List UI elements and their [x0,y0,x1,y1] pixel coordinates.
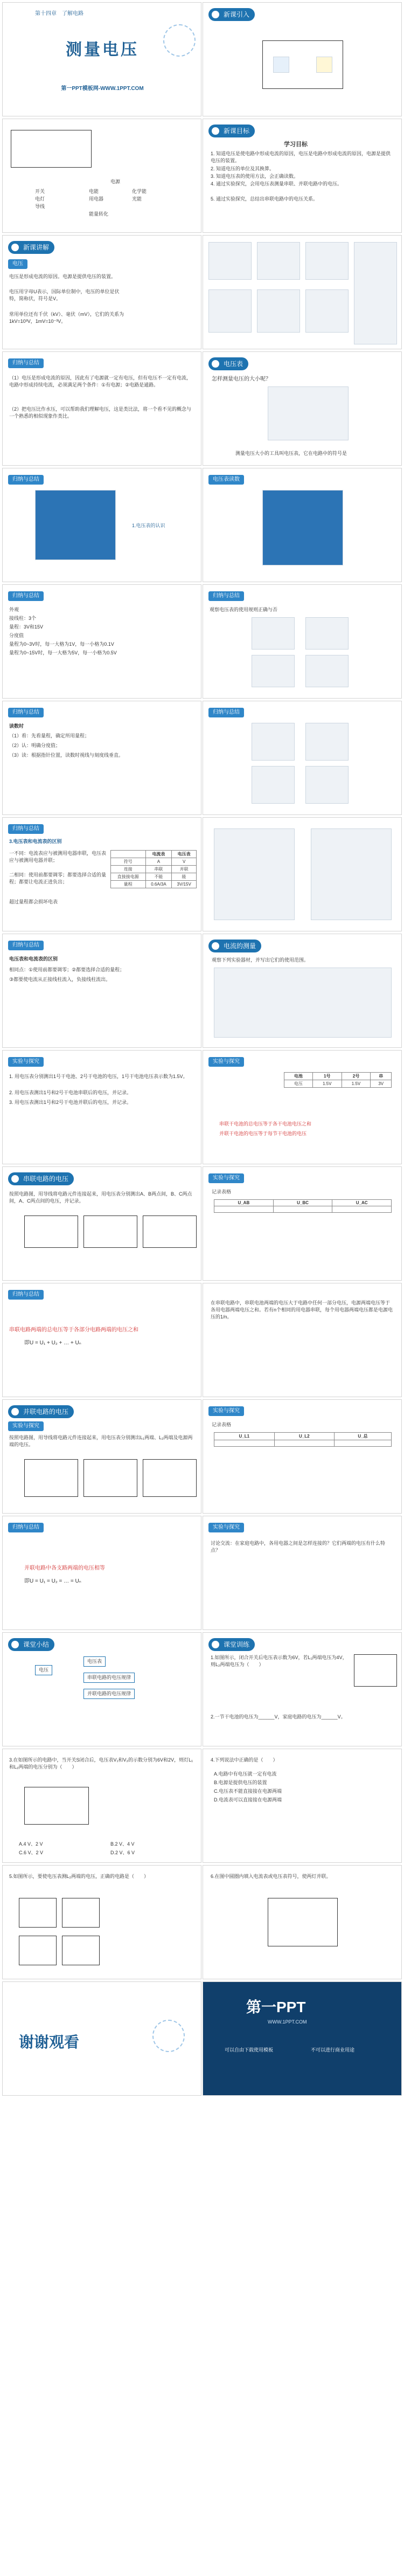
experiment-tag: 实验与探究 [208,1523,244,1532]
circuit-diagram [24,1459,78,1497]
table-header-cell: U_总 [335,1433,392,1440]
goal-item: 5. 通过实验探究，总结出串联电路中的电压关系。 [211,196,318,202]
compare-row: 二相同：使用前都要调零；都要选择合适的量程；都要让电流正进负出； [9,872,107,885]
device-photo [208,289,252,333]
slide-series-voltage[interactable] [2,1166,201,1281]
thanks-text: 谢谢观看 [19,2034,80,2050]
dandelion-icon [152,2020,185,2052]
option-text[interactable]: B.2 V、4 V [110,1841,135,1847]
slide-practice-1[interactable] [203,1632,402,1746]
table-cell: 直接接电源 [111,873,146,881]
step-item: （1）看：先看量程，确定所用量程； [9,733,90,738]
slide-discussion[interactable] [203,1516,402,1630]
section-tag: 新课讲解 [8,241,54,254]
slide-usage-rules[interactable] [203,584,402,699]
circuit-diagram [62,1936,100,1965]
brand-note: 可以自由下载使用模板 [225,2047,274,2053]
slide-wrong-connections[interactable] [203,701,402,815]
option-text[interactable]: C.电压表不能直接接在电源两端 [214,1788,282,1794]
table-cell: 3V [371,1080,392,1088]
label-electric-energy: 电能 [89,189,99,194]
slide-meter-compare-photos[interactable] [203,817,402,931]
formula-text: 即U = U₁ = U₂ = … = Uₙ [24,1578,81,1584]
slide-energy-map[interactable] [2,119,201,233]
table-cell: 电压 [284,1080,313,1088]
circuit-diagram [19,1898,57,1928]
summary-tag: 归纳与总结 [8,708,44,717]
goals-heading: 学习目标 [284,141,308,148]
table-header-cell: U_L2 [274,1433,335,1440]
device-photo [305,289,349,333]
bulb-icon [316,57,332,73]
summary-tag: 归纳与总结 [208,708,244,717]
goal-item: 1. 知道电压是使电路中形成电流的原因，电压是电路中形成电流的原因，电源是提供电压的装置。 [211,151,391,163]
brand-note: 不可以进行商业用途 [311,2047,355,2053]
summary-tag: 归纳与总结 [8,941,44,950]
circuit-diagram [354,1654,397,1687]
table-header-cell: U_AB [214,1200,274,1206]
label-lamp: 电灯 [35,196,45,202]
side-label: 1.电压表的认识 [132,523,165,528]
body-text: 讨论交流：在家庭电路中，各用电器之间是怎样连接的？它们两端的电压有什么特点？ [211,1541,386,1553]
experiment-tag: 实验与探究 [208,1406,244,1416]
spec-line: 量程为0~15V时，每一大格为5V，每一小格为0.5V [9,650,117,655]
circuit-photo [305,655,349,687]
spec-line: 外观 [9,607,19,612]
slide-class-summary[interactable] [2,1632,201,1746]
conclusion-text: 并联电路中各支路两端的电压相等 [24,1565,105,1571]
slide-voltage-intro[interactable] [2,235,201,349]
question-text: 1.如图所示，闭合开关后电压表示数为6V，若L₁两端电压为4V，则L₂两端电压为（ ） [211,1655,347,1667]
experiment-tag: 实验与探究 [208,1057,244,1067]
option-text[interactable]: A.电路中有电压就一定有电流 [214,1771,277,1777]
device-photo [305,242,349,280]
circuit-diagram [24,1216,78,1248]
conclusion-text: 串联电路两端的总电压等于各部分电路两端的电压之和 [9,1327,138,1333]
slide-parallel-table[interactable] [203,1399,402,1514]
option-text[interactable]: C.6 V、2 V [19,1850,44,1855]
body-text: 常用单位还有千伏（kV）、毫伏（mV），它们的关系为1kV=10³V，1mV=10⁻³V。 [9,312,124,324]
device-photo [257,289,300,333]
slide-brand[interactable] [203,1981,402,2096]
table-cell [332,1206,392,1213]
circuit-diagram [143,1216,197,1248]
table-cell: 1.5V [342,1080,371,1088]
slide-voltmeter-specs[interactable] [2,584,201,699]
slide-battery-results[interactable] [203,1050,402,1164]
compare-heading: 3.电压表和电流表的区别 [9,839,62,844]
steps-title: 读数时 [9,723,24,729]
summary-tag: 归纳与总结 [208,591,244,601]
circuit-photo [305,617,349,650]
circuit-photo [252,766,295,804]
slide-parallel-voltage[interactable] [2,1399,201,1514]
section-tag: 电压表读数 [208,475,244,485]
section-tag: 串联电路的电压 [8,1172,74,1185]
voltmeter-photo [311,828,392,920]
circuit-diagram [83,1459,137,1497]
body-text: （2）把电压比作水压，可以帮助我们理解电压，这是类比法，将一个看不见的概念与一个熟悉的相似现象作类比。 [9,406,192,419]
label-conversion: 能量转化 [89,211,109,217]
table-cell [214,1440,275,1447]
table-header-cell: 2号 [342,1073,371,1080]
summary-node: 电压表 [83,1656,106,1667]
experiment-tag: 实验与探究 [8,1057,44,1067]
slide-practice-5[interactable] [203,1865,402,1979]
slide-series-conclusion[interactable] [2,1283,201,1397]
subtitle-tag: 电压 [8,259,27,269]
question-text: 4.下列说法中正确的是（ ） [211,1757,278,1763]
table-header-cell: 电压表 [172,851,197,858]
slide-practice-2[interactable] [2,1749,201,1863]
circuit-photo [305,723,349,761]
conclusion-text: 串联干电池的总电压等于各干电池电压之和 [219,1121,312,1127]
table-cell [214,1206,274,1213]
brand-logo: 第一PPT [246,1999,306,2015]
section-tag: 电流的测量 [208,940,261,952]
slide-current-measure[interactable] [203,934,402,1048]
dandelion-icon [163,24,196,57]
table-header-cell: 1号 [312,1073,342,1080]
table-header-cell: U_L1 [214,1433,275,1440]
body-text: 按照电路图，用导线将电路元件连接起来，用电压表分别测出A、B两点间，B、C两点间，A、C两点间的电压，并记录。 [9,1191,192,1204]
table-cell: 并联 [172,866,197,873]
slide-voltmeter[interactable] [203,351,402,466]
table-header-cell: 串 [371,1073,392,1080]
slide-voltmeter-reading[interactable] [203,468,402,582]
slide-practice-3[interactable] [203,1749,402,1863]
option-text[interactable]: B.电源是提供电压的装置 [214,1780,267,1785]
voltmeter-photo [268,386,349,440]
summary-tag: 归纳与总结 [8,358,44,368]
question-text: 5.如图所示，要使电压表测L₂两端的电压，正确的电路是（ ） [9,1874,149,1879]
step-item: 2. 用电压表测出1号和2号干电池串联后的电压，并记录。 [9,1090,132,1095]
voltmeter-dial-photo [35,490,116,560]
body-text: 在串联电路中，串联电池两端的电压大于电路中任何一部分电压，电源两端电压等于各用电器两端电压之和。若有n个相同的用电器串联，每个用电器两端电压都是电源电压的1/n。 [211,1300,393,1320]
compare-row: 超过量程都会损坏电表 [9,899,58,904]
question-text: 6.在图中圆圈内填入电流表或电压表符号，使两灯并联。 [211,1874,331,1879]
circuit-diagram [19,1936,57,1965]
step-item: 3. 用电压表测出1号和2号干电池并联后的电压，并记录。 [9,1100,132,1105]
diff-title: 电压表和电流表的区别 [9,956,58,962]
summary-tag: 归纳与总结 [8,1523,44,1532]
table-cell: 能 [172,873,197,881]
body-text: （1）电压是形成电流的原因，因此有了电源就一定有电压，但有电压不一定有电流，电路中形成持续电流，必须满足两个条件：①有电源；②电路是通路。 [9,375,192,388]
slide-meter-diff[interactable] [2,934,201,1048]
slide-practice-4[interactable] [2,1865,201,1979]
body-text: 电压是形成电流的原因。电源是提供电压的装置。 [9,274,116,279]
person-photo [354,242,397,344]
spec-line: 量程：3V和15V [9,624,44,630]
step-item: 1. 用电压表分别测出1号干电池、2号干电池的电压，1号干电池电压表示数为1.5V。 [9,1074,188,1079]
label-chemical: 化学能 [132,189,147,194]
slide-series-table[interactable] [203,1166,402,1281]
table-cell: A [145,858,172,866]
table-cell: 量程 [111,881,146,888]
slide-series-note[interactable] [203,1283,402,1397]
section-tag: 电压表 [208,357,248,370]
circuit-photo [252,655,295,687]
slide-battery-experiment[interactable] [2,1050,201,1164]
label-appliance: 用电器 [89,196,104,202]
table-header-cell: 电池 [284,1073,313,1080]
table-cell: 连接 [111,866,146,873]
circuit-diagram [24,1787,89,1825]
diff-line: 相同点：①使用前都要调零；②都要选择合适的量程； [9,967,125,972]
section-tag: 新课目标 [208,125,255,137]
section-tag: 课堂小结 [8,1638,54,1651]
table-title: 记录表格 [212,1422,232,1427]
slide-voltage-photos[interactable] [203,235,402,349]
slide-meter-compare[interactable] [2,817,201,931]
table-cell [335,1440,392,1447]
option-text[interactable]: D.2 V、6 V [110,1850,135,1855]
diff-line: ③都要使电流从正接线柱流入，负接线柱流出。 [9,977,111,982]
record-table [214,1432,392,1447]
summary-tag: 归纳与总结 [8,824,44,834]
question-text: 2.一节干电池的电压为______V，家庭电路的电压为______V。 [211,1714,346,1719]
device-photo [257,242,300,280]
slide-voltmeter-recognition[interactable] [2,468,201,582]
battery-icon [273,57,289,73]
summary-tag: 归纳与总结 [8,1290,44,1300]
question-text: 怎样测量电压的大小呢？ [212,376,271,382]
compare-row: 一不同：电流表应与被测用电器串联，电压表应与被测用电器并联； [9,851,107,863]
cover-title: 测量电压 [66,41,139,59]
table-cell: 0.6A/3A [145,881,172,888]
formula-text: 即U = U₁ + U₂ + … + Uₙ [24,1340,81,1346]
circuit-diagram [83,1216,137,1248]
label-light: 光能 [132,196,142,202]
circuit-photo [305,766,349,804]
slide-goals[interactable] [203,119,402,233]
slide-parallel-conclusion[interactable] [2,1516,201,1630]
cover-slide[interactable] [2,2,201,116]
spec-line: 接线柱：3个 [9,616,37,621]
section-tag: 并联电路的电压 [8,1405,74,1418]
summary-node: 串联电路的电压规律 [83,1673,135,1683]
label-wire: 导线 [35,204,45,209]
label-power: 电源 [110,179,121,184]
table-cell: V [172,858,197,866]
table-header-cell: U_BC [273,1200,332,1206]
step-item: （3）读：根据指针位置，读数时视线与刻度线垂直。 [9,752,124,758]
results-table [284,1072,392,1088]
cover-footer: 第一PPT模板网-WWW.1PPT.COM [61,86,144,92]
summary-node: 并联电路的电压规律 [83,1689,135,1699]
goal-item: 3. 知道电压表的使用方法，会正确读数。 [211,174,299,179]
summary-node: 电压 [35,1665,52,1675]
option-text[interactable]: A.4 V、2 V [19,1841,43,1847]
body-text: 按照电路图，用导线将电路元件连接起来，用电压表分别测出L₁两端、L₂两端及电源两端的电压。 [9,1435,193,1447]
table-cell: 不能 [145,873,172,881]
option-text[interactable]: D.电流表可以直接接在电源两端 [214,1797,282,1802]
slide-thanks[interactable] [2,1981,201,2096]
goal-item: 2. 知道电压的单位及其换算。 [211,166,275,171]
chapter-header: 第十四章 了解电路 [35,11,83,17]
experiment-tag: 实验与探究 [8,1421,44,1431]
spec-line: 分度值 [9,633,24,638]
table-header-cell [111,851,146,858]
question-text: 3.在如图所示的电路中，当开关S闭合后，电压表V₁和V₂的示数分别为6V和2V，则灯L₁和L₂两端的电压分别为（ ） [9,1757,193,1770]
equipment-photo [214,968,392,1038]
slide-summary-1[interactable] [2,351,201,466]
table-cell: 符号 [111,858,146,866]
label-switch: 开关 [35,189,45,194]
table-title: 记录表格 [212,1189,232,1194]
circuit-photo [252,617,295,650]
table-header-cell: U_AC [332,1200,392,1206]
table-cell: 1.5V [312,1080,342,1088]
circuit-diagram [143,1459,197,1497]
caption-text: 观察下列实验器材，并写出它们的使用范围。 [212,957,309,963]
table-cell: 串联 [145,866,172,873]
brand-site: WWW.1PPT.COM [268,2019,307,2025]
section-tag: 课堂训练 [208,1638,255,1651]
goal-item: 4. 通过实验探究，会用电压表测量串联、并联电路中的电压。 [211,181,343,187]
question-text: 观察电压表的使用规则正确与否 [210,607,278,612]
step-item: （2）认：明确分度值； [9,743,61,748]
table-cell [273,1206,332,1213]
summary-tag: 归纳与总结 [8,475,44,485]
device-photo [208,242,252,280]
compare-table [110,850,197,888]
caption-text: 测量电压大小的工具叫电压表，它在电路中的符号是 [235,451,347,456]
circuit-photo [252,723,295,761]
record-table [214,1199,392,1213]
table-cell [274,1440,335,1447]
summary-tag: 归纳与总结 [8,591,44,601]
section-tag: 新课引入 [208,8,255,21]
table-header-cell: 电流表 [145,851,172,858]
ammeter-photo [214,828,295,920]
circuit-diagram [11,130,92,168]
table-cell: 3V/15V [172,881,197,888]
conclusion-text: 并联干电池的电压等于每节干电池的电压 [219,1131,307,1136]
circuit-diagram [62,1898,100,1928]
circuit-diagram [268,1898,338,1946]
experiment-tag: 实验与探究 [208,1173,244,1183]
slide-reading-steps[interactable] [2,701,201,815]
slide-intro[interactable] [203,2,402,116]
voltmeter-dial-photo [262,490,343,565]
body-text: 电压用字母U表示，国际单位制中，电压的单位是伏特，简称伏，符号是V。 [9,289,120,301]
spec-line: 量程为0~3V时，每一大格为1V，每一小格为0.1V [9,641,114,647]
